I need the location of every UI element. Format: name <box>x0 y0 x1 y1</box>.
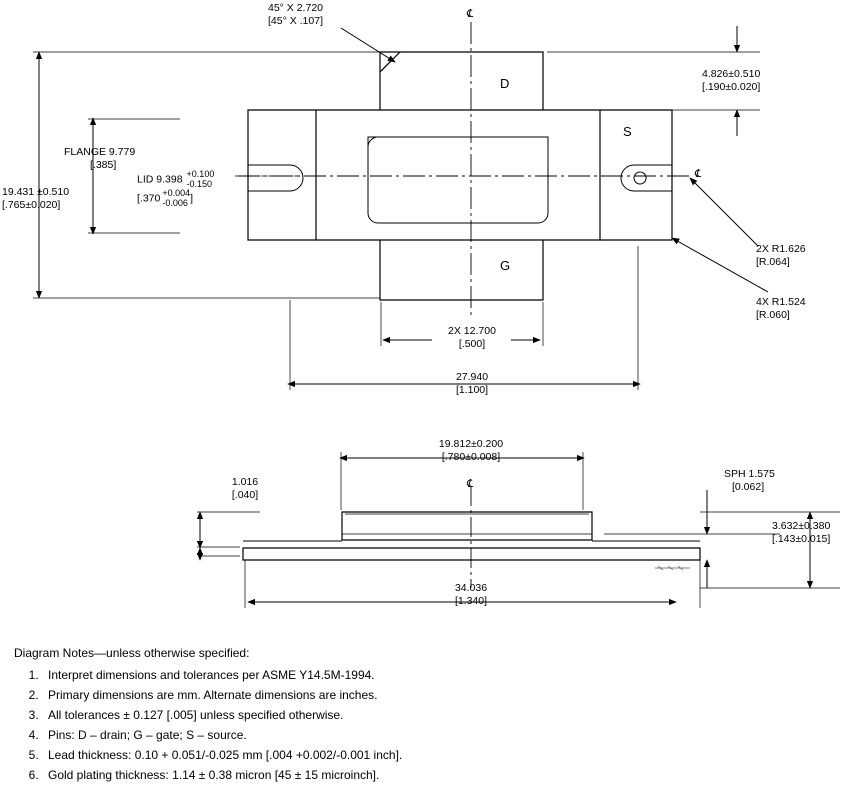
note-item: 4. Pins: D – drain; G – gate; S – source. <box>42 725 634 745</box>
total-height-dimension-label: 3.632±0.380 [.143±0.015] <box>772 520 831 545</box>
note-item: 5. Lead thickness: 0.10 + 0.051/-0.025 mm [.004 +0.002/-0.001 inch]. <box>42 745 634 765</box>
pin-label-s: S <box>623 124 632 139</box>
lid-width-dimension-label: 19.812±0.200 [.780±0.008] <box>438 438 504 463</box>
overall-length-dimension-label: 34.036 [1.340] <box>454 582 488 607</box>
note-item: 6. Gold plating thickness: 1.14 ± 0.38 micron [45 ± 15 microinch]. <box>42 765 634 785</box>
chamfer-dimension-label: 45° X 2.720 [45° X .107] <box>268 2 323 27</box>
radius-2x-dimension-label: 2X R1.626 [R.064] <box>756 243 806 268</box>
sph-dimension-label: SPH 1.575 [0.062] <box>724 468 775 493</box>
lead-thickness-dimension-label: 1.016 [.040] <box>231 476 259 501</box>
notes-heading: Diagram Notes—unless otherwise specified: <box>14 646 250 660</box>
note-item: 3. All tolerances ± 0.127 [.005] unless specified otherwise. <box>42 705 634 725</box>
centerline-symbol-top: ℄ <box>466 8 474 20</box>
pin-pitch-dimension-label: 2X 12.700 [.500] <box>448 325 496 350</box>
diagram-notes <box>14 643 634 785</box>
pin-label-g: G <box>500 258 511 273</box>
lid-dimension-label: LID 9.398 +0.100 -0.150 [.370 +0.004 -0.006 ] <box>137 169 215 208</box>
radius-4x-dimension-label: 4X R1.524 [R.060] <box>756 296 806 321</box>
overall-height-dimension-label: 19.431 ±0.510 [.765±0.020] <box>2 186 70 211</box>
notes-list <box>14 665 634 785</box>
centerline-symbol-right: ℄ <box>694 168 702 180</box>
note-item: 2. Primary dimensions are mm. Alternate dimensions are inches. <box>42 685 634 705</box>
lead-width-dimension-label: 4.826±0.510 [.190±0.020] <box>702 68 761 93</box>
centerline-symbol-side: ℄ <box>466 478 474 490</box>
note-item: 1. Interpret dimensions and tolerances per ASME Y14.5M-1994. <box>42 665 634 685</box>
pin-label-d: D <box>500 76 510 91</box>
flange-dimension-label: FLANGE 9.779 [.385] <box>64 146 136 171</box>
body-width-dimension-label: 27.940 [1.100] <box>455 371 489 396</box>
